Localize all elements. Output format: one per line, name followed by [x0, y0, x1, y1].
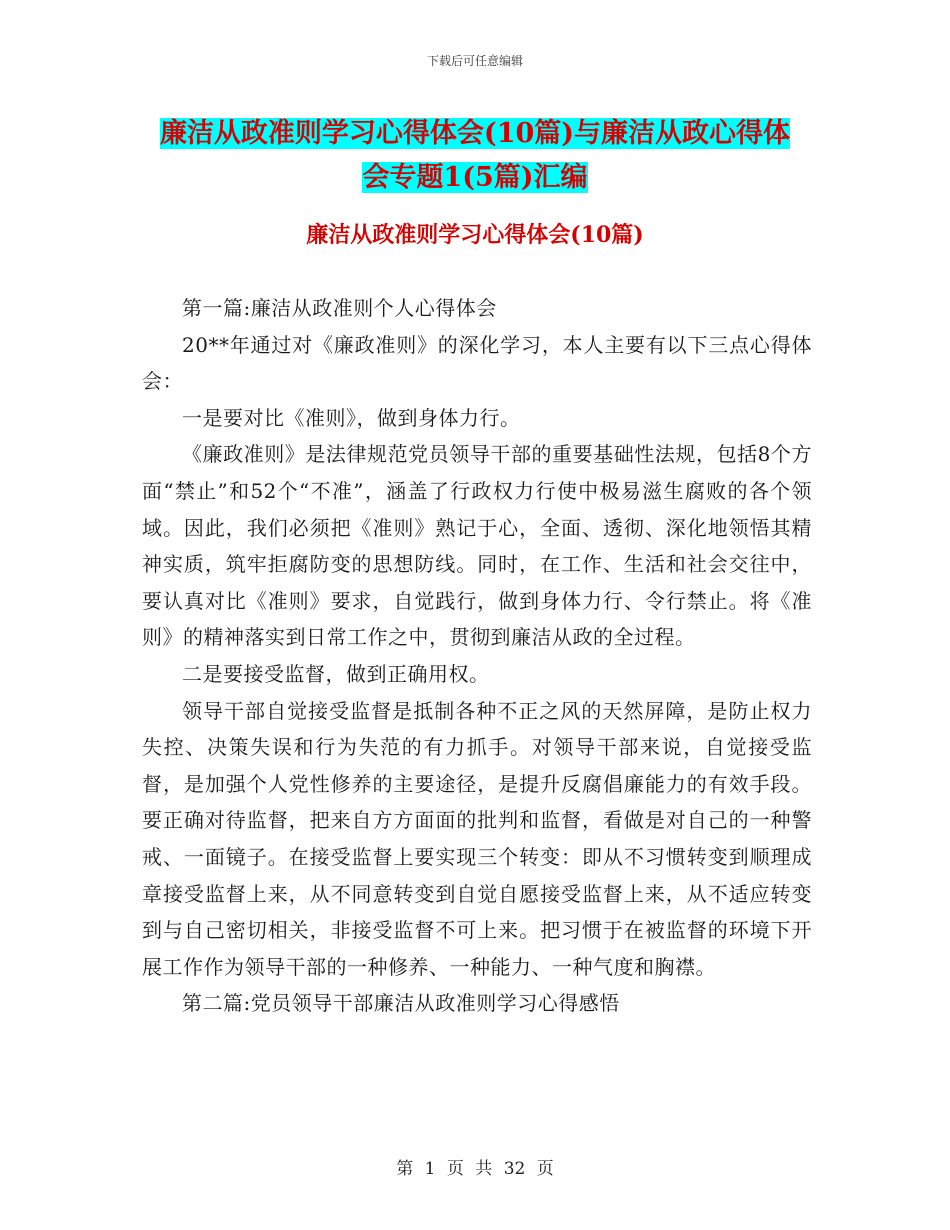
title-line-1: 廉洁从政准则学习心得体会(10篇)与廉洁从政心得体	[159, 118, 791, 149]
paragraph: 一是要对比《准则》，做到身体力行。	[182, 405, 521, 430]
title-line-2: 会专题1(5篇)汇编	[362, 162, 588, 193]
paragraph: 第二篇:党员领导干部廉洁从政准则学习心得感悟	[182, 991, 620, 1016]
paragraph: 20**年通过对《廉政准则》的深化学习，本人主要有以下三点心得体会：	[142, 332, 812, 394]
header-note: 下载后可任意编辑	[426, 54, 523, 68]
paragraph: 领导干部自觉接受监督是抵制各种不正之风的天然屏障，是防止权力失控、决策失误和行为失范的有力抓手。对领导干部来说，自觉接受监督，是加强个人党性修养的主要途径，是提升反腐倡廉能力的有效手段。要正确对待监督，把来自方方面面的批判和监督，看做是对自己的一种警戒、一面镜子。在接受监督上要实现三个转变：即从不习惯转变到顺理成章接受监督上来，从不同意转变到自觉自愿接受监督上来，从不适应转变到与自己密切相关，非接受监督不可上来。把习惯于在被监督的环境下开展工作作为领导干部的一种修养、一种能力、一种气度和胸襟。	[142, 698, 812, 979]
paragraph: 《廉政准则》是法律规范党员领导干部的重要基础性法规，包括8个方面“禁止”和52个“不准”，涵盖了行政权力行使中极易滋生腐败的各个领域。因此，我们必须把《准则》熟记于心，全面、透彻、深化地领悟其精神实质，筑牢拒腐防变的思想防线。同时，在工作、生活和社会交往中，要认真对比《准则》要求，自觉践行，做到身体力行、令行禁止。将《准则》的精神落实到日常工作之中，贯彻到廉洁从政的全过程。	[142, 442, 812, 650]
document-body	[142, 290, 812, 1022]
paragraph: 二是要接受监督，做到正确用权。	[182, 661, 490, 686]
document-title	[140, 112, 810, 200]
paragraph: 第一篇:廉洁从政准则个人心得体会	[182, 296, 497, 320]
section-title: 廉洁从政准则学习心得体会(10篇)	[306, 222, 644, 248]
page-number: 第 1 页 共 32 页	[396, 1159, 554, 1179]
